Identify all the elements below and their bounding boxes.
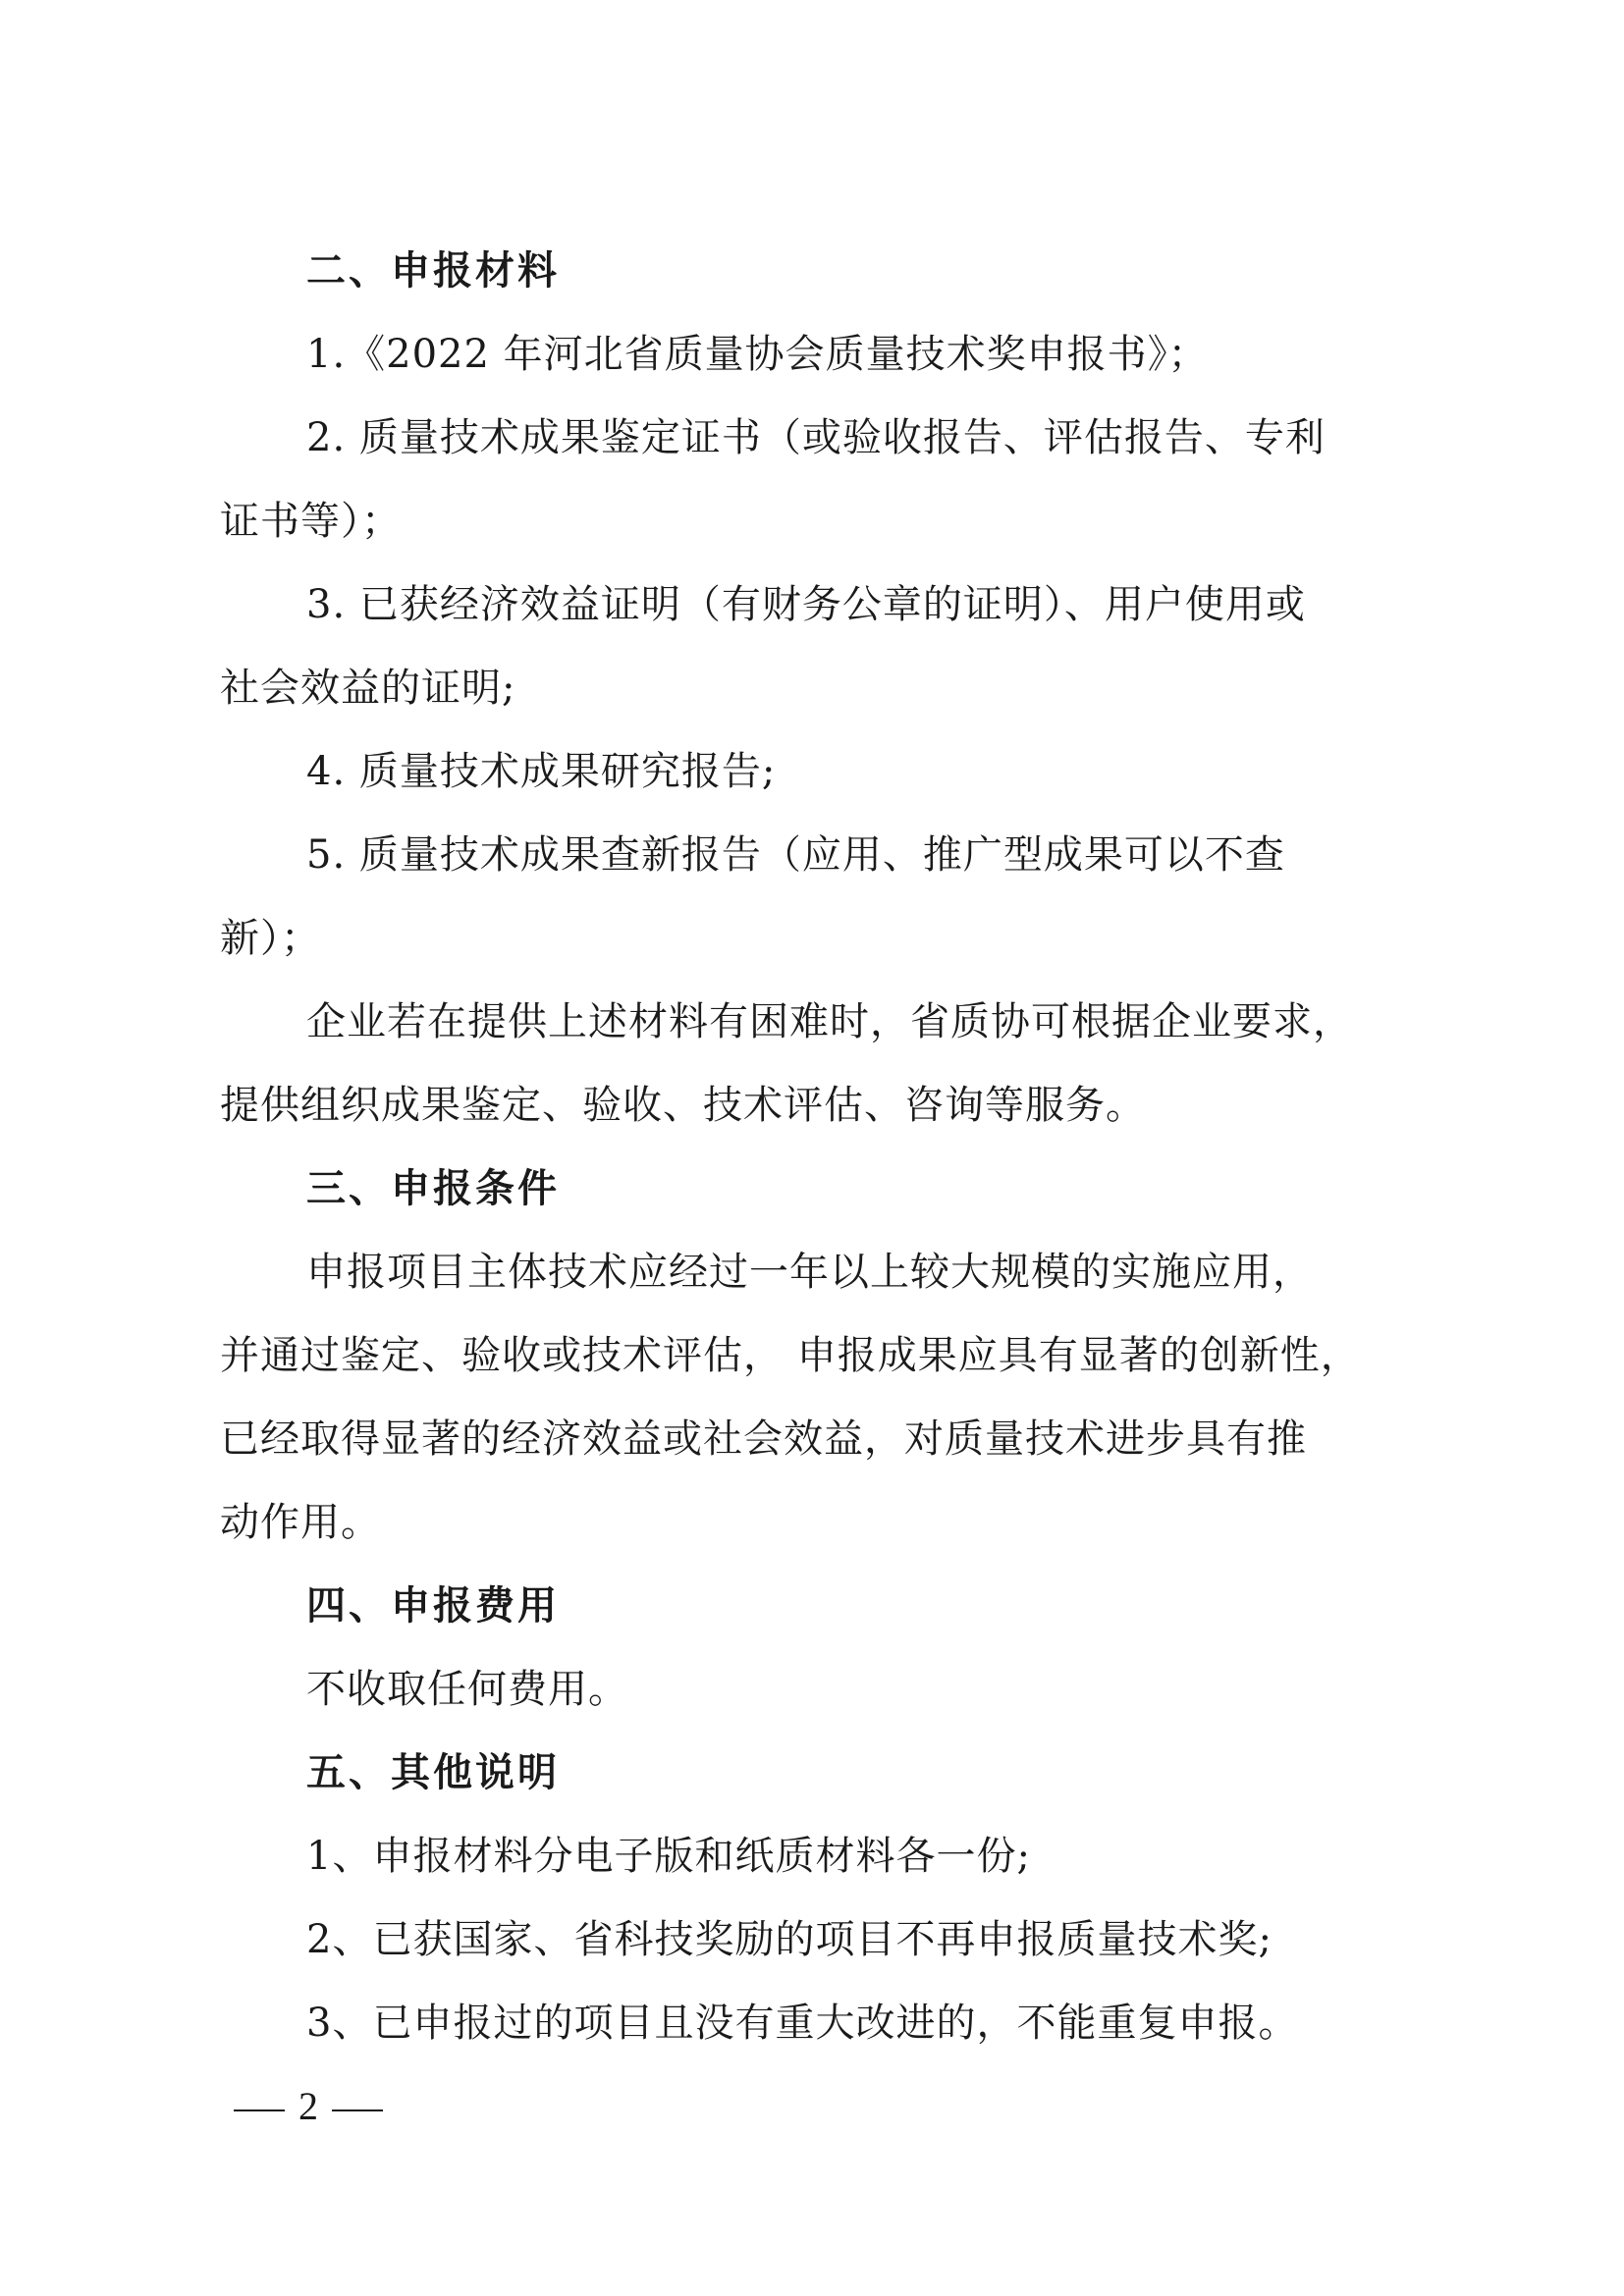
section-heading-other-notes: 五、其他说明 bbox=[306, 1750, 560, 1795]
materials-note-line-2: 提供组织成果鉴定、验收、技术评估、咨询等服务。 bbox=[220, 1083, 1146, 1128]
materials-item-4: 4. 质量技术成果研究报告; bbox=[306, 749, 777, 794]
page-number-footer bbox=[220, 2079, 397, 2134]
materials-item-3-line-1: 3. 已获经济效益证明（有财务公章的证明）、用户使用或 bbox=[306, 582, 1306, 627]
section-heading-materials: 二、申报材料 bbox=[306, 248, 560, 294]
right-dash bbox=[332, 2109, 383, 2111]
materials-item-5-line-2: 新）； bbox=[220, 916, 321, 961]
materials-item-5-line-1: 5. 质量技术成果查新报告（应用、推广型成果可以不查 bbox=[306, 832, 1285, 878]
fees-text: 不收取任何费用。 bbox=[306, 1667, 628, 1712]
materials-item-1: 1.《2022 年河北省质量协会质量技术奖申报书》； bbox=[306, 332, 1209, 377]
section-heading-conditions: 三、申报条件 bbox=[306, 1166, 560, 1211]
materials-note-line-1: 企业若在提供上述材料有困难时，省质协可根据企业要求， bbox=[306, 999, 1353, 1044]
conditions-line-2: 并通过鉴定、验收或技术评估， 申报成果应具有显著的创新性， bbox=[220, 1333, 1361, 1378]
page-number: 2 bbox=[298, 2084, 318, 2128]
materials-item-2-line-1: 2. 质量技术成果鉴定证书（或验收报告、评估报告、专利 bbox=[306, 415, 1326, 460]
materials-item-2-line-2: 证书等）； bbox=[220, 499, 402, 544]
conditions-line-3: 已经取得显著的经济效益或社会效益，对质量技术进步具有推 bbox=[220, 1416, 1307, 1462]
materials-item-3-line-2: 社会效益的证明; bbox=[220, 666, 516, 711]
other-notes-item-3: 3、已申报过的项目且没有重大改进的，不能重复申报。 bbox=[306, 2001, 1299, 2046]
conditions-line-4: 动作用。 bbox=[220, 1500, 381, 1545]
left-dash bbox=[234, 2109, 285, 2111]
other-notes-item-2: 2、已获国家、省科技奖励的项目不再申报质量技术奖; bbox=[306, 1917, 1272, 1962]
section-heading-fees: 四、申报费用 bbox=[306, 1583, 560, 1629]
other-notes-item-1: 1、申报材料分电子版和纸质材料各一份; bbox=[306, 1834, 1031, 1879]
conditions-line-1: 申报项目主体技术应经过一年以上较大规模的实施应用， bbox=[306, 1250, 1313, 1295]
